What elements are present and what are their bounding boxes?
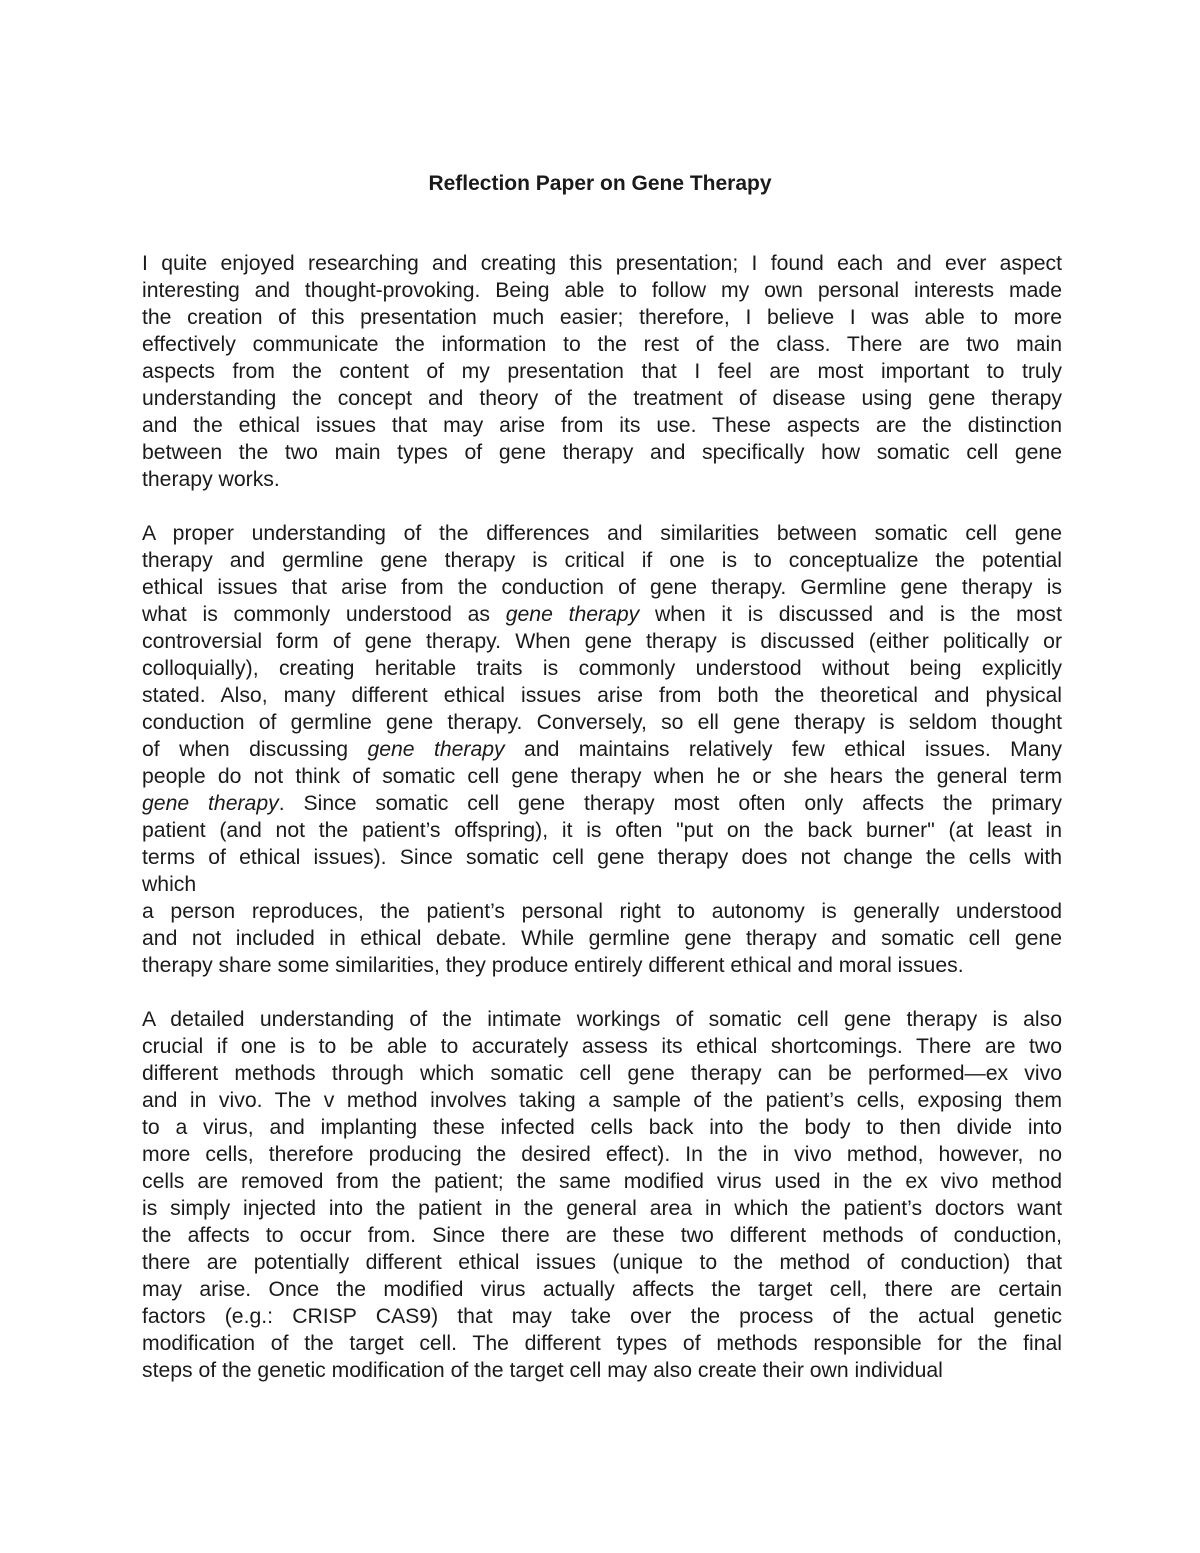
text-segment: . Since somatic cell gene therapy most often only affects the primary	[278, 792, 1062, 815]
text-line: colloquially), creating heritable traits is commonly understood without being explicitly	[142, 657, 1062, 680]
text-line: the creation of this presentation much easier; therefore, I believe I was able to more	[142, 306, 1062, 329]
text-line: and not included in ethical debate. While germline gene therapy and somatic cell gene	[142, 927, 1062, 950]
text-line: between the two main types of gene therapy and specifically how somatic cell gene	[142, 441, 1062, 464]
paragraph	[142, 250, 1062, 493]
text-line	[142, 736, 1062, 763]
italic-term: gene therapy	[367, 738, 505, 761]
text-segment: of when discussing	[142, 738, 368, 761]
text-line: cells are removed from the patient; the same modified virus used in the ex vivo method	[142, 1170, 1062, 1193]
text-line: therapy share some similarities, they produce entirely different ethical and moral issues.	[142, 954, 964, 977]
text-line: effectively communicate the information to the rest of the class. There are two main	[142, 333, 1062, 356]
text-line: ethical issues that arise from the conduction of gene therapy. Germline gene therapy is	[142, 576, 1062, 599]
page-title: Reflection Paper on Gene Therapy	[428, 172, 772, 195]
text-line: crucial if one is to be able to accurately assess its ethical shortcomings. There are two	[142, 1035, 1062, 1058]
text-line: A detailed understanding of the intimate workings of somatic cell gene therapy is also	[142, 1008, 1062, 1031]
text-line: people do not think of somatic cell gene therapy when he or she hears the general term	[142, 765, 1062, 788]
text-line	[142, 790, 1062, 817]
paragraph	[142, 1006, 1062, 1384]
text-line: understanding the concept and theory of the treatment of disease using gene therapy	[142, 387, 1062, 410]
text-line: may arise. Once the modified virus actually affects the target cell, there are certain	[142, 1278, 1062, 1301]
text-line: the affects to occur from. Since there are these two different methods of conduction,	[142, 1224, 1062, 1247]
text-line: factors (e.g.: CRISP CAS9) that may take over the process of the actual genetic	[142, 1305, 1062, 1328]
text-line: different methods through which somatic cell gene therapy can be performed—ex vivo	[142, 1062, 1062, 1085]
text-line: A proper understanding of the differences and similarities between somatic cell gene	[142, 522, 1062, 545]
text-line: modification of the target cell. The different types of methods responsible for the final	[142, 1332, 1062, 1355]
text-segment: and maintains relatively few ethical issues. Many	[504, 738, 1062, 761]
text-line: steps of the genetic modification of the target cell may also create their own individual	[142, 1359, 943, 1382]
text-line: more cells, therefore producing the desired effect). In the in vivo method, however, no	[142, 1143, 1062, 1166]
text-line: there are potentially different ethical issues (unique to the method of conduction) that	[142, 1251, 1062, 1274]
document-body	[142, 250, 1062, 1411]
text-line: therapy and germline gene therapy is critical if one is to conceptualize the potential	[142, 549, 1062, 572]
text-segment: when it is discussed and is the most	[639, 603, 1062, 626]
text-line: to a virus, and implanting these infected cells back into the body to then divide into	[142, 1116, 1062, 1139]
text-segment: what is commonly understood as	[142, 603, 506, 626]
text-line: I quite enjoyed researching and creating this presentation; I found each and ever aspect	[142, 252, 1062, 275]
italic-term: gene therapy	[142, 792, 279, 815]
paragraph	[142, 520, 1062, 979]
text-line: controversial form of gene therapy. When gene therapy is discussed (either politically or	[142, 630, 1062, 653]
text-line: is simply injected into the patient in the general area in which the patient’s doctors want	[142, 1197, 1062, 1220]
text-line: which	[142, 873, 197, 896]
text-line: patient (and not the patient’s offspring), it is often "put on the back burner" (at least in	[142, 819, 1062, 842]
text-line: conduction of germline gene therapy. Conversely, so ell gene therapy is seldom thought	[142, 711, 1062, 734]
text-line: and in vivo. The v method involves taking a sample of the patient’s cells, exposing them	[142, 1089, 1062, 1112]
text-line: aspects from the content of my presentation that I feel are most important to truly	[142, 360, 1062, 383]
text-line: stated. Also, many different ethical issues arise from both the theoretical and physical	[142, 684, 1062, 707]
italic-term: gene therapy	[505, 603, 640, 626]
text-line	[142, 601, 1062, 628]
text-line: a person reproduces, the patient’s personal right to autonomy is generally understood	[142, 900, 1062, 923]
text-line: terms of ethical issues). Since somatic cell gene therapy does not change the cells with	[142, 846, 1062, 869]
text-line: and the ethical issues that may arise from its use. These aspects are the distinction	[142, 414, 1062, 437]
text-line: interesting and thought-provoking. Being able to follow my own personal interests made	[142, 279, 1062, 302]
text-line: therapy works.	[142, 468, 280, 491]
